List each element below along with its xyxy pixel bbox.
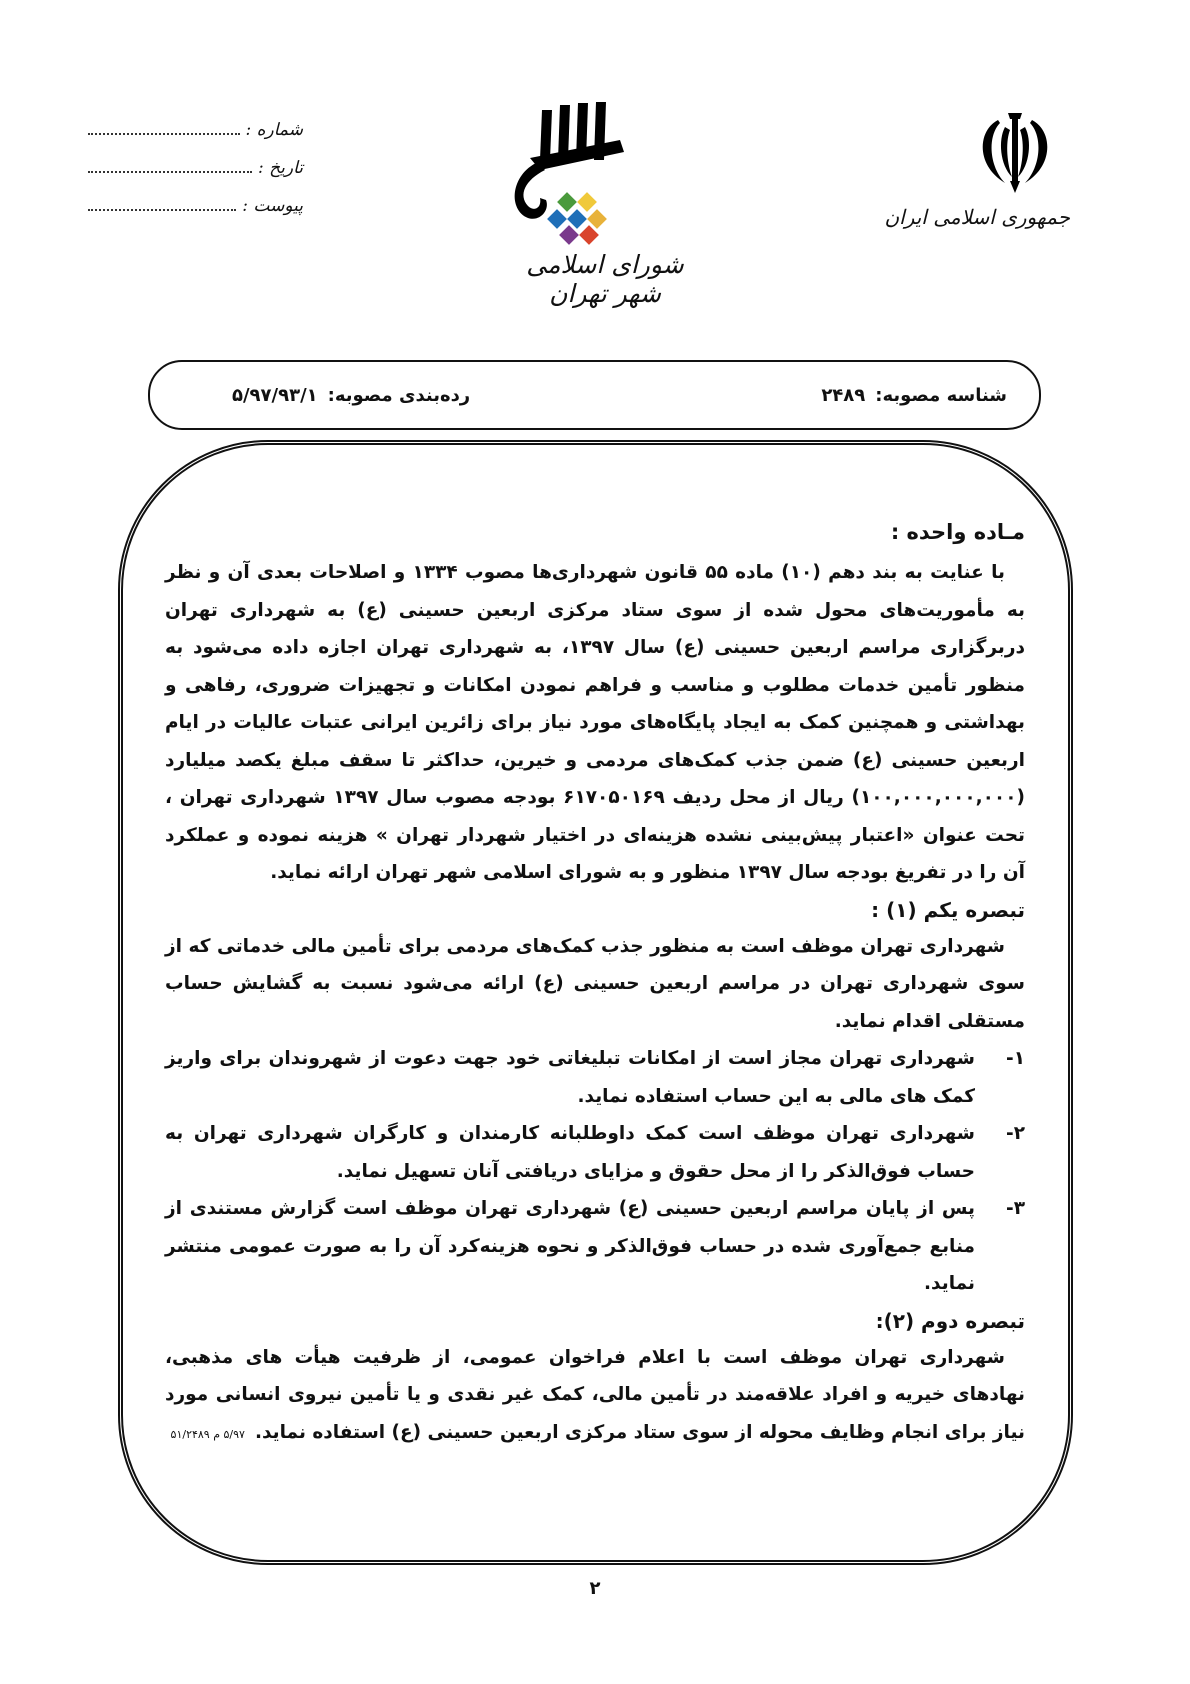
note1-item: [165, 1115, 1025, 1190]
iran-emblem: [884, 105, 1070, 235]
resolution-id-label: شناسه مصوبه:: [875, 384, 1007, 406]
letter-date-label: تاریخ :: [258, 158, 303, 178]
reference-code: ۵/۹۷ م ۵۱/۲۴۸۹: [170, 1427, 245, 1441]
resolution-id-value: ۲۴۸۹: [821, 384, 866, 406]
note2-paragraph: [165, 1339, 1025, 1454]
letter-attachment-label: پیوست :: [242, 196, 303, 216]
dotted-line: [88, 199, 236, 211]
letter-meta-fields: [88, 120, 303, 234]
tehran-city-council-logo: [500, 100, 710, 308]
note1-item: [165, 1040, 1025, 1115]
page-number: ۲: [589, 1578, 601, 1599]
note1-title: تبصره یکم (۱) :: [871, 897, 1025, 922]
item-text: پس از پایان مراسم اربعین حسینی (ع) شهرداری تهران موظف است گزارش مستندی از منابع جمع‌آوری شده در حساب فوق‌الذکر و نحوه هزینه‌کرد آن را به صورت عمومی منتشر نماید.: [165, 1198, 975, 1294]
item-number: ۳-: [1006, 1198, 1025, 1219]
iran-emblem-icon: [960, 105, 1070, 195]
note1-intro: شهرداری تهران موظف است به منظور جذب کمک‌های مردمی برای تأمین مالی خدماتی که از سوی شهرداری تهران در مراسم اربعین حسینی (ع) ارائه می‌شود نسبت به گشایش حساب مستقلی اقدام نماید.: [165, 935, 1025, 1032]
item-number: ۲-: [1006, 1123, 1025, 1144]
single-article-title: مـاده واحده :: [890, 520, 1025, 544]
note2-text: شهرداری تهران موظف است با اعلام فراخوان عمومی، از ظرفیت هیأت های مذهبی، نهادهای خیریه و افراد علاقه‌مند در تأمین مالی، کمک غیر نقدی و یا تأمین نیروی انسانی مورد نیاز برای انجام وظایف محوله از سوی ستاد مرکزی اربعین حسینی (ع) استفاده نماید.: [165, 1346, 1025, 1443]
item-text: شهرداری تهران مجاز است از امکانات تبلیغاتی خود جهت دعوت از شهروندان برای واریز کمک های مالی به این حساب استفاده نماید.: [165, 1048, 975, 1107]
letter-number-label: شماره :: [245, 120, 303, 140]
resolution-class-value: ۵/۹۷/۹۳/۱: [232, 384, 318, 406]
resolution-classification: [232, 385, 470, 406]
document-body: [165, 510, 1025, 1453]
dotted-line: [88, 123, 240, 135]
item-text: شهرداری تهران موظف است کمک داوطلبانه کارمندان و کارگران شهرداری تهران به حساب فوق‌الذکر را از محل حقوق و مزایای دریافتی آنان تسهیل نماید.: [165, 1123, 975, 1182]
letter-attachment-field: [88, 196, 303, 234]
resolution-class-label: رده‌بندی مصوبه:: [327, 384, 471, 406]
resolution-id: [821, 385, 1007, 406]
resolution-info-box: [148, 360, 1041, 430]
item-number: ۱-: [1006, 1048, 1025, 1069]
note1-item: [165, 1190, 1025, 1303]
council-name: شورای اسلامی شهر تهران: [526, 250, 684, 308]
note2-title: تبصره دوم (۲):: [875, 1308, 1025, 1333]
letter-number-field: [88, 120, 303, 158]
dotted-line: [88, 161, 252, 173]
tehran-city-council-logo-icon: [500, 100, 710, 250]
letter-date-field: [88, 158, 303, 196]
single-article-text: با عنایت به بند دهم (۱۰) ماده ۵۵ قانون شهرداری‌ها مصوب ۱۳۳۴ و اصلاحات بعدی آن و نظر به مأموریت‌های محول شده از سوی ستاد مرکزی اربعین حسینی (ع) به شهرداری تهران دربرگزاری مراسم اربعین حسینی (ع) سال ۱۳۹۷، به شهرداری تهران اجازه داده می‌شود به منظور تأمین خدمات مطلوب و مناسب و فراهم نمودن امکانات و تجهیزات ضروری، رفاهی و بهداشتی و همچنین کمک به ایجاد پایگاه‌های مورد نیاز برای زائرین ایرانی عتبات عالیات در ایام اربعین حسینی (ع) ضمن جذب کمک‌های مردمی و خیرین، حداکثر تا سقف مبلغ یکصد میلیارد (۱۰۰,۰۰۰,۰۰۰,۰۰۰) ریال از محل ردیف ۶۱۷۰۵۰۱۶۹ بودجه مصوب سال ۱۳۹۷ شهرداری تهران ، تحت عنوان «اعتبار پیش‌بینی نشده هزینه‌ای در اختیار شهردار تهران » هزینه نموده و عملکرد آن را در تفریغ بودجه سال ۱۳۹۷ منظور و به شورای اسلامی شهر تهران ارائه نماید.: [165, 562, 1026, 883]
country-name: جمهوری اسلامی ایران: [884, 205, 1070, 229]
